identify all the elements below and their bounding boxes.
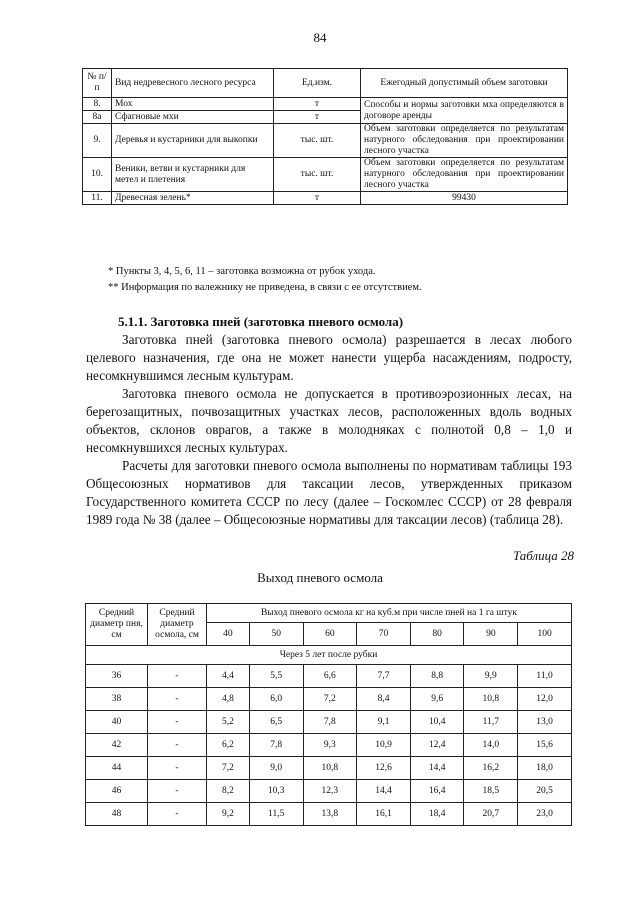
yield-cell: 6,0	[249, 688, 303, 711]
yield-cell: 14,0	[464, 734, 518, 757]
header-count: 70	[357, 623, 411, 646]
yield-cell: 10,8	[303, 757, 357, 780]
header-count: 50	[249, 623, 303, 646]
yield-cell: 12,0	[518, 688, 572, 711]
footnote: * Пункты 3, 4, 5, 6, 11 – заготовка возможна от рубок ухода.	[108, 266, 376, 277]
yield-cell: 4,8	[207, 688, 250, 711]
table-body	[86, 665, 572, 826]
paragraph-block	[86, 457, 572, 529]
yield-cell: 12,6	[357, 757, 411, 780]
yield-cell: 15,6	[518, 734, 572, 757]
table-row	[86, 803, 572, 826]
header-resource: Вид недревесного лесного ресурса	[112, 69, 274, 98]
yield-cell: 16,1	[357, 803, 411, 826]
table-row	[86, 780, 572, 803]
yield-cell: 11,5	[249, 803, 303, 826]
yield-cell: 9,0	[249, 757, 303, 780]
yield-cell: 10,3	[249, 780, 303, 803]
row-name: Веники, ветви и кустарники для метел и плетения	[112, 158, 274, 192]
header-volume: Ежегодный допустимый объем заготовки	[361, 69, 568, 98]
yield-cell: 7,2	[303, 688, 357, 711]
yield-cell: 11,0	[518, 665, 572, 688]
paragraph: Заготовка пневого осмола не допускается в противоэрозионных лесах, на берегозащитных, почвозащитных участках лесов, расположенных вдоль водных объектов, склонов оврагов, а также в молодняках с полнотой 0,8 – 1,0 и несомкнувшихся лесных культурах.	[86, 386, 572, 455]
yield-cell: 20,5	[518, 780, 572, 803]
row-name: Древесная зелень*	[112, 192, 274, 205]
section-heading: 5.1.1. Заготовка пней (заготовка пневого осмола)	[118, 314, 404, 329]
paragraph-block	[86, 331, 572, 385]
yield-cell: 11,7	[464, 711, 518, 734]
header-num: № п/п	[83, 69, 112, 98]
table-title: Выход пневого осмола	[257, 570, 383, 585]
yield-cell: 8,8	[410, 665, 464, 688]
resin-diameter-cell: -	[148, 688, 207, 711]
header-stump-diameter: Средний диаметр пня, см	[86, 604, 148, 646]
yield-cell: 12,4	[410, 734, 464, 757]
table-row	[86, 711, 572, 734]
paragraph-block	[86, 385, 572, 457]
stump-diameter-cell: 36	[86, 665, 148, 688]
yield-cell: 23,0	[518, 803, 572, 826]
table-row	[83, 98, 568, 111]
row-volume: Способы и нормы заготовки мха определяются в договоре аренды	[361, 98, 568, 124]
yield-cell: 13,0	[518, 711, 572, 734]
table-row	[86, 688, 572, 711]
header-yield-group: Выход пневого осмола кг на куб.м при числе пней на 1 га штук	[207, 604, 572, 623]
row-unit: тыс. шт.	[274, 158, 361, 192]
yield-cell: 16,2	[464, 757, 518, 780]
yield-cell: 10,9	[357, 734, 411, 757]
resource-table	[82, 68, 568, 205]
header-resin-diameter: Средний диаметр осмола, см	[148, 604, 207, 646]
stump-diameter-cell: 44	[86, 757, 148, 780]
page-number: 84	[313, 30, 327, 45]
table-row	[83, 158, 568, 192]
row-unit: т	[274, 111, 361, 124]
resin-diameter-cell: -	[148, 780, 207, 803]
header-count: 60	[303, 623, 357, 646]
stump-diameter-cell: 38	[86, 688, 148, 711]
table-row	[86, 757, 572, 780]
yield-cell: 6,2	[207, 734, 250, 757]
header-count: 90	[464, 623, 518, 646]
stump-diameter-cell: 42	[86, 734, 148, 757]
row-name: Мох	[112, 98, 274, 111]
yield-cell: 18,0	[518, 757, 572, 780]
row-num: 9.	[83, 124, 112, 158]
yield-cell: 5,2	[207, 711, 250, 734]
yield-cell: 9,9	[464, 665, 518, 688]
footnote: ** Информация по валежнику не приведена, в связи с ее отсутствием.	[108, 282, 422, 293]
yield-cell: 9,2	[207, 803, 250, 826]
row-name: Сфагновые мхи	[112, 111, 274, 124]
header-count: 100	[518, 623, 572, 646]
yield-cell: 14,4	[357, 780, 411, 803]
paragraph: Расчеты для заготовки пневого осмола выполнены по нормативам таблицы 193 Общесоюзных нормативов для таксации лесов, утвержденных приказом Государственного комитета СССР по лесу (далее – Госкомлес СССР) от 28 февраля 1989 года № 38 (далее – Общесоюзные нормативы для таксации лесов) (таблица 28).	[86, 458, 572, 527]
yield-cell: 18,5	[464, 780, 518, 803]
header-unit: Ед.изм.	[274, 69, 361, 98]
table-row	[83, 192, 568, 205]
yield-cell: 9,6	[410, 688, 464, 711]
resin-diameter-cell: -	[148, 711, 207, 734]
footnotes	[108, 264, 422, 296]
row-num: 8а	[83, 111, 112, 124]
table-row	[86, 734, 572, 757]
stump-diameter-cell: 40	[86, 711, 148, 734]
yield-cell: 7,2	[207, 757, 250, 780]
yield-cell: 8,4	[357, 688, 411, 711]
paragraph: Заготовка пней (заготовка пневого осмола) разрешается в лесах любого целевого назначения, где она не может нанести ущерба насаждениям, подросту, несомкнувшимся лесным культурам.	[86, 332, 572, 383]
table-row	[86, 665, 572, 688]
row-volume: Объем заготовки определяется по результатам натурного обследования при проектировании лесного участка	[361, 124, 568, 158]
row-unit: т	[274, 98, 361, 111]
yield-cell: 6,5	[249, 711, 303, 734]
yield-cell: 12,3	[303, 780, 357, 803]
yield-cell: 9,3	[303, 734, 357, 757]
yield-cell: 7,8	[249, 734, 303, 757]
table-row	[83, 124, 568, 158]
row-num: 11.	[83, 192, 112, 205]
resin-diameter-cell: -	[148, 803, 207, 826]
stump-diameter-cell: 46	[86, 780, 148, 803]
yield-cell: 9,1	[357, 711, 411, 734]
row-num: 8.	[83, 98, 112, 111]
yield-cell: 4,4	[207, 665, 250, 688]
yield-cell: 7,8	[303, 711, 357, 734]
resin-diameter-cell: -	[148, 734, 207, 757]
row-name: Деревья и кустарники для выкопки	[112, 124, 274, 158]
row-volume: 99430	[361, 192, 568, 205]
table-subheader-row	[86, 646, 572, 665]
yield-cell: 10,4	[410, 711, 464, 734]
resin-diameter-cell: -	[148, 665, 207, 688]
resin-diameter-cell: -	[148, 757, 207, 780]
table-header-row	[83, 69, 568, 98]
stump-diameter-cell: 48	[86, 803, 148, 826]
yield-cell: 18,4	[410, 803, 464, 826]
table-caption: Таблица 28	[512, 548, 574, 563]
table-header-row	[86, 604, 572, 623]
row-volume: Объем заготовки определяется по результатам натурного обследования при проектировании лесного участка	[361, 158, 568, 192]
header-count: 40	[207, 623, 250, 646]
subheader: Через 5 лет после рубки	[86, 646, 572, 665]
resin-yield-table	[85, 603, 572, 826]
yield-cell: 8,2	[207, 780, 250, 803]
yield-cell: 14,4	[410, 757, 464, 780]
row-unit: т	[274, 192, 361, 205]
row-num: 10.	[83, 158, 112, 192]
yield-cell: 13,8	[303, 803, 357, 826]
yield-cell: 20,7	[464, 803, 518, 826]
yield-cell: 10,8	[464, 688, 518, 711]
yield-cell: 6,6	[303, 665, 357, 688]
yield-cell: 5,5	[249, 665, 303, 688]
row-unit: тыс. шт.	[274, 124, 361, 158]
header-count: 80	[410, 623, 464, 646]
yield-cell: 7,7	[357, 665, 411, 688]
yield-cell: 16,4	[410, 780, 464, 803]
